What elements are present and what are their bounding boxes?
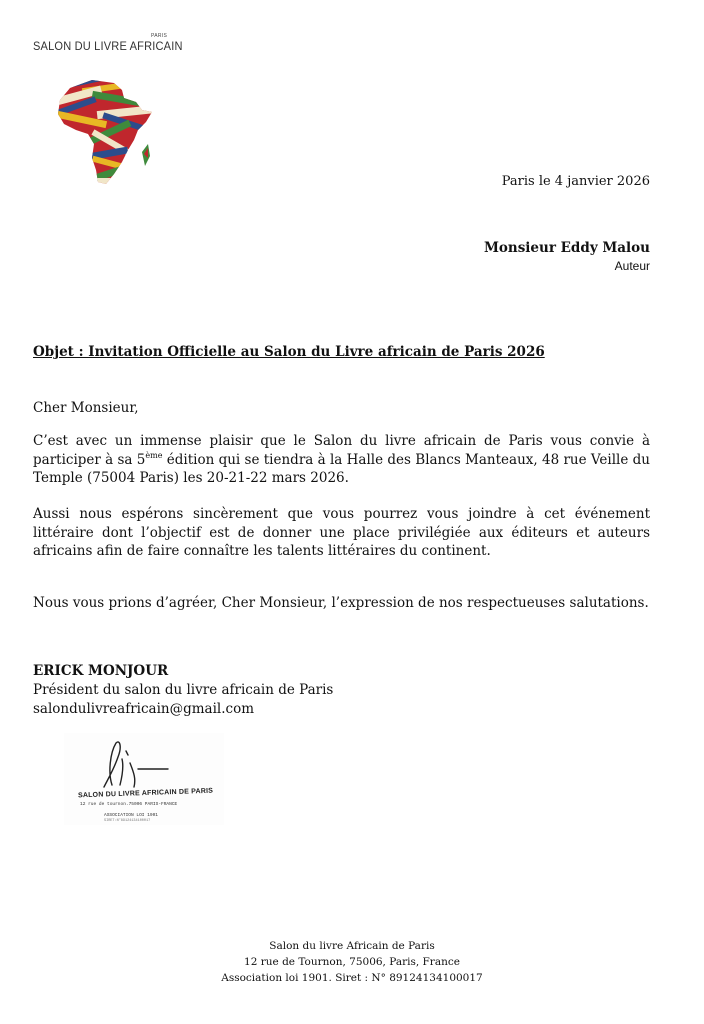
- recipient-role: Auteur: [614, 259, 650, 273]
- stamp-siret: SIRET:N°89124134100017: [104, 819, 151, 823]
- footer-address: 12 rue de Tournon, 75006, Paris, France: [244, 956, 460, 968]
- paragraph-closing: Nous vous prions d’agréer, Cher Monsieur, l’expression de nos respectueuses salutations.: [33, 595, 649, 611]
- paragraph-invitation-part1: C’est avec un immense plaisir que le Salon du livre africain de Paris vous convie à participer à sa 5: [33, 433, 650, 468]
- salutation: Cher Monsieur,: [33, 400, 139, 416]
- handwritten-signature: [64, 733, 224, 825]
- letter-date: Paris le 4 janvier 2026: [501, 174, 650, 189]
- stamp-address: 12 rue de tournon.75006 PARIS-FRANCE: [80, 802, 178, 807]
- footer-org-name: Salon du livre Africain de Paris: [269, 940, 435, 952]
- stamp-title: SALON DU LIVRE AFRICAIN DE PARIS: [77, 787, 214, 800]
- letter-subject: Objet : Invitation Officielle au Salon du Livre africain de Paris 2026: [33, 344, 545, 360]
- footer-siret: Association loi 1901. Siret : N° 89124134100017: [221, 972, 483, 984]
- logo-text: SALON DU LIVRE AFRICAIN: [33, 39, 183, 53]
- signatory-email: salondulivreafricain@gmail.com: [33, 701, 255, 717]
- signatory-role: Président du salon du livre africain de Paris: [33, 682, 334, 698]
- paragraph-objective: Aussi nous espérons sincèrement que vous pourrez vous joindre à cet événement littéraire dont l’objectif est de donner une place privilégiée aux éditeurs et auteurs africains afin de faire connaître les talents littéraires du continent.: [33, 506, 650, 559]
- logo-city: PARIS: [151, 33, 168, 39]
- ordinal-superscript: ème: [145, 450, 163, 460]
- stamp-association: ASSOCIATION LOI 1901: [104, 813, 159, 818]
- paragraph-invitation: [33, 432, 650, 488]
- paragraph-invitation-part2: édition qui se tiendra à la Halle des Blancs Manteaux, 48 rue Veille du Temple (75004 Paris) les 20-21-22 mars 2026.: [33, 451, 650, 486]
- recipient-name: Monsieur Eddy Malou: [483, 240, 650, 256]
- signatory-name: ERICK MONJOUR: [33, 663, 169, 679]
- africa-books-logo: [52, 74, 164, 186]
